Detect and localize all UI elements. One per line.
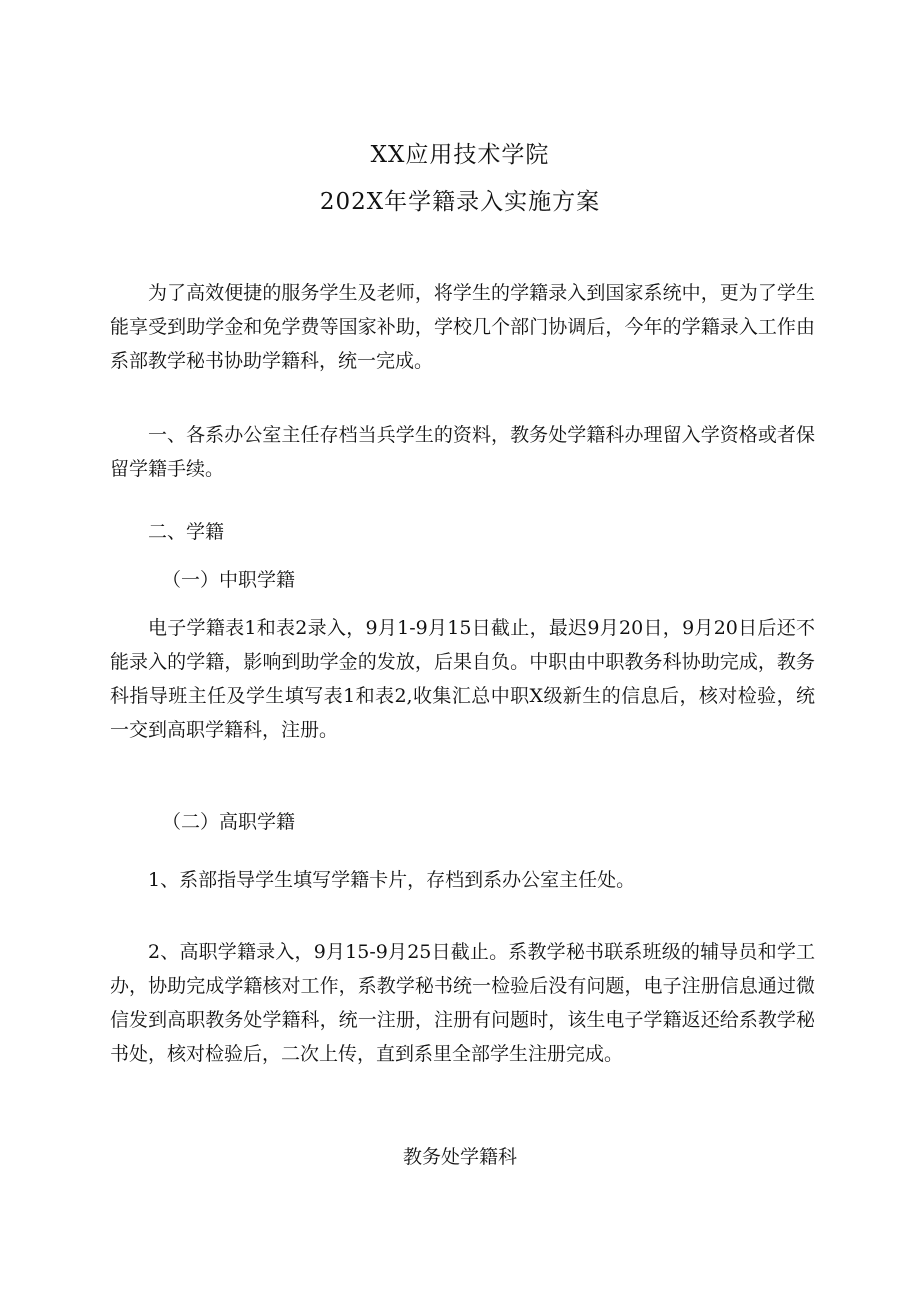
- document-signature: 教务处学籍科: [402, 1146, 517, 1168]
- section-one-paragraph: 一、各系办公室主任存档当兵学生的资料，教务处学籍科办理留入学资格或者保留学籍手续。: [110, 424, 815, 480]
- document-title-line-1: XX应用技术学院: [370, 142, 550, 168]
- intro-paragraph: 为了高效便捷的服务学生及老师，将学生的学籍录入到国家系统中，更为了学生能享受到助学金和免学费等国家补助，学校几个部门协调后，今年的学籍录入工作由系部教学秘书协助学籍科，统一完成。: [110, 282, 815, 372]
- higher-vocational-item-2: 2、高职学籍录入，9月15-9月25日截止。系教学秘书联系班级的辅导员和学工办，协助完成学籍核对工作，系教学秘书统一检验后没有问题，电子注册信息通过微信发到高职教务处学籍科，统一注册，注册有问题时，该生电子学籍返还给系教学秘书处，核对检验后，二次上传，直到系里全部学生注册完成。: [110, 941, 815, 1065]
- secondary-vocational-paragraph: 电子学籍表1和表2录入，9月1-9月15日截止，最迟9月20日，9月20日后还不能录入的学籍，影响到助学金的发放，后果自负。中职由中职教务科协助完成，教务科指导班主任及学生填写表1和表2,收集汇总中职X级新生的信息后，核对检验，统一交到高职学籍科，注册。: [110, 617, 815, 741]
- section-two-heading: 二、学籍: [148, 521, 225, 543]
- higher-vocational-item-1: 1、系部指导学生填写学籍卡片，存档到系办公室主任处。: [148, 869, 636, 891]
- document-title-line-2: 202X年学籍录入实施方案: [319, 189, 601, 215]
- subsection-secondary-vocational-heading: （一）中职学籍: [162, 569, 296, 591]
- subsection-higher-vocational-heading: （二）高职学籍: [162, 811, 296, 833]
